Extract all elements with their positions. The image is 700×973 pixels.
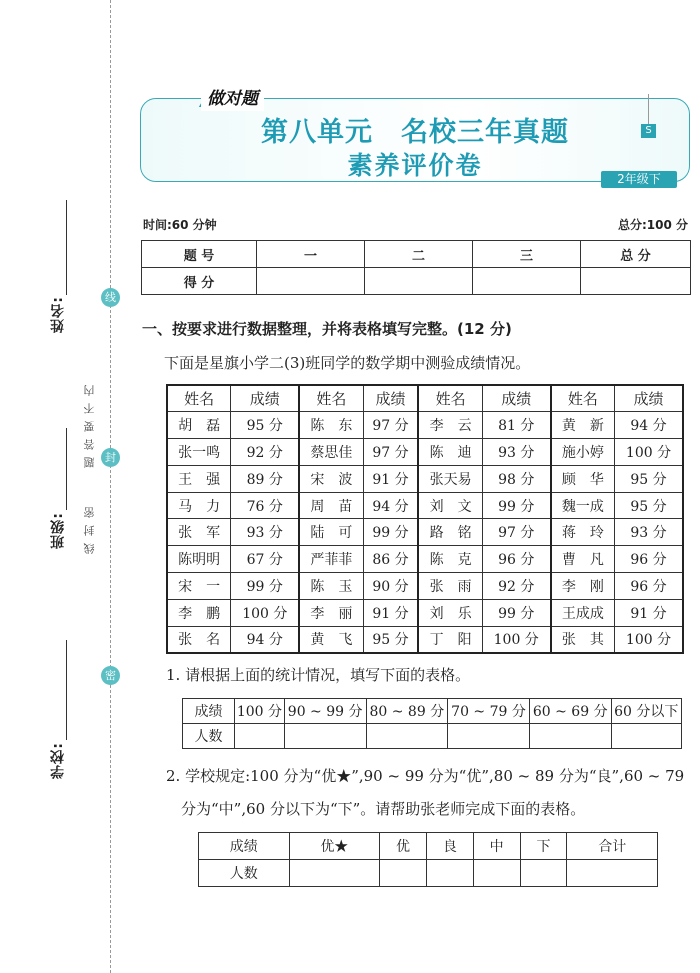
table-header-row <box>167 385 683 412</box>
row-label: 人数 <box>183 724 235 749</box>
student-score: 95 分 <box>363 626 418 653</box>
student-score: 90 分 <box>363 573 418 600</box>
table-header-cell: 60 分以下 <box>611 699 681 724</box>
student-score: 93 分 <box>614 519 683 546</box>
score-input-cell[interactable] <box>365 268 473 295</box>
student-score: 92 分 <box>482 573 550 600</box>
student-score: 89 分 <box>231 465 299 492</box>
student-score: 92 分 <box>231 439 299 466</box>
student-score: 91 分 <box>363 599 418 626</box>
student-score: 96 分 <box>482 546 550 573</box>
student-score: 96 分 <box>614 573 683 600</box>
student-name: 陆 可 <box>299 519 363 546</box>
student-name: 严菲菲 <box>299 546 363 573</box>
student-name: 曹 凡 <box>551 546 615 573</box>
score-table <box>141 240 691 295</box>
student-name: 张 名 <box>167 626 231 653</box>
score-input-cell[interactable] <box>473 268 581 295</box>
student-score: 99 分 <box>231 573 299 600</box>
table-row <box>167 519 683 546</box>
answer-cell[interactable] <box>520 860 567 887</box>
student-name: 蔡思佳 <box>299 439 363 466</box>
table-header-row <box>183 699 682 724</box>
seal-line-circle: 线 <box>101 288 120 307</box>
table-cell: 三 <box>473 241 581 268</box>
table-header-cell: 中 <box>473 833 520 860</box>
table-row <box>167 573 683 600</box>
answer-cell[interactable] <box>473 860 520 887</box>
student-name: 张 雨 <box>418 573 482 600</box>
table-header-cell: 下 <box>520 833 567 860</box>
table-row <box>199 860 658 887</box>
student-score: 96 分 <box>614 546 683 573</box>
table-row <box>142 241 691 268</box>
table-header-cell: 成绩 <box>231 385 299 412</box>
student-score: 93 分 <box>482 439 550 466</box>
table-header-cell: 100 分 <box>235 699 285 724</box>
student-name: 刘 乐 <box>418 599 482 626</box>
student-score: 100 分 <box>614 626 683 653</box>
student-score: 97 分 <box>482 519 550 546</box>
student-score: 97 分 <box>363 439 418 466</box>
student-score: 98 分 <box>482 465 550 492</box>
student-score: 91 分 <box>614 599 683 626</box>
student-name: 张 其 <box>551 626 615 653</box>
table-header-cell: 姓名 <box>551 385 615 412</box>
answer-cell[interactable] <box>611 724 681 749</box>
student-score: 94 分 <box>363 492 418 519</box>
student-name: 张天易 <box>418 465 482 492</box>
student-name: 张 军 <box>167 519 231 546</box>
student-score: 100 分 <box>231 599 299 626</box>
table-cell: 总 分 <box>581 241 691 268</box>
class-label: 班级: <box>50 512 66 549</box>
page-subtitle: 素养评价卷 <box>347 151 483 180</box>
table-row <box>167 492 683 519</box>
student-name: 李 鹏 <box>167 599 231 626</box>
score-range-table <box>182 698 682 749</box>
student-name: 李 丽 <box>299 599 363 626</box>
table-row <box>167 412 683 439</box>
answer-cell[interactable] <box>366 724 448 749</box>
student-name: 丁 阳 <box>418 626 482 653</box>
s-badge: S <box>641 124 656 138</box>
student-name: 顾 华 <box>551 465 615 492</box>
table-cell: 一 <box>257 241 365 268</box>
total-score: 总分:100 分 <box>617 218 688 232</box>
seal-seal-circle: 封 <box>101 448 120 467</box>
table-header-cell: 成绩 <box>363 385 418 412</box>
school-underline <box>66 640 67 740</box>
student-name: 宋 一 <box>167 573 231 600</box>
student-name: 周 苗 <box>299 492 363 519</box>
student-score: 91 分 <box>363 465 418 492</box>
student-name: 陈明明 <box>167 546 231 573</box>
answer-cell[interactable] <box>426 860 473 887</box>
question-1-text: 1. 请根据上面的统计情况，填写下面的表格。 <box>166 666 471 684</box>
student-name: 李 云 <box>418 412 482 439</box>
seal-secret-circle: 密 <box>101 666 120 685</box>
student-score: 76 分 <box>231 492 299 519</box>
student-score: 99 分 <box>482 492 550 519</box>
student-score: 86 分 <box>363 546 418 573</box>
student-name: 胡 磊 <box>167 412 231 439</box>
table-header-cell: 成绩 <box>183 699 235 724</box>
table-cell: 二 <box>365 241 473 268</box>
table-row <box>167 439 683 466</box>
section-heading: 一、按要求进行数据整理，并将表格填写完整。(12 分) <box>142 320 512 338</box>
grades-table <box>166 384 684 654</box>
table-cell: 得 分 <box>142 268 257 295</box>
student-name: 蒋 玲 <box>551 519 615 546</box>
question-2-text-line2: 分为“中”,60 分以下为“下”。请帮助张老师完成下面的表格。 <box>181 800 586 818</box>
student-name: 陈 克 <box>418 546 482 573</box>
school-label: 学校: <box>50 742 66 779</box>
student-name: 黄 飞 <box>299 626 363 653</box>
student-name: 陈 迪 <box>418 439 482 466</box>
student-score: 99 分 <box>482 599 550 626</box>
table-header-cell: 80 ~ 89 分 <box>366 699 448 724</box>
student-name: 黄 新 <box>551 412 615 439</box>
score-input-cell[interactable] <box>257 268 365 295</box>
table-header-cell: 成绩 <box>482 385 550 412</box>
class-underline <box>66 428 67 510</box>
row-label: 人数 <box>199 860 290 887</box>
table-header-cell: 成绩 <box>614 385 683 412</box>
table-row <box>167 626 683 653</box>
student-score: 81 分 <box>482 412 550 439</box>
answer-cell[interactable] <box>380 860 427 887</box>
student-name: 魏一成 <box>551 492 615 519</box>
grade-badge: 2年级下 <box>601 171 677 188</box>
binding-warning-bottom: 线封密 <box>83 500 96 554</box>
table-header-cell: 70 ~ 79 分 <box>448 699 530 724</box>
table-header-cell: 姓名 <box>299 385 363 412</box>
student-name: 陈 玉 <box>299 573 363 600</box>
question-2-text-line1: 2. 学校规定:100 分为“优★”,90 ~ 99 分为“优”,80 ~ 89 分为“良”,60 ~ 79 <box>166 767 685 785</box>
binding-dashed-line <box>110 0 111 973</box>
student-name: 宋 波 <box>299 465 363 492</box>
exam-time: 时间:60 分钟 <box>143 218 217 232</box>
table-row <box>167 599 683 626</box>
answer-cell[interactable] <box>284 724 366 749</box>
student-name: 施小婷 <box>551 439 615 466</box>
score-input-cell[interactable] <box>581 268 691 295</box>
student-name: 陈 东 <box>299 412 363 439</box>
table-row <box>167 465 683 492</box>
student-name: 王成成 <box>551 599 615 626</box>
student-score: 99 分 <box>363 519 418 546</box>
tag-string <box>648 94 649 124</box>
section-intro: 下面是星旗小学二(3)班同学的数学期中测验成绩情况。 <box>164 354 531 372</box>
table-header-cell: 合计 <box>567 833 658 860</box>
student-score: 95 分 <box>614 465 683 492</box>
student-score: 94 分 <box>614 412 683 439</box>
student-score: 95 分 <box>614 492 683 519</box>
answer-cell[interactable] <box>289 860 380 887</box>
answer-cell[interactable] <box>567 860 658 887</box>
student-score: 100 分 <box>482 626 550 653</box>
student-score: 67 分 <box>231 546 299 573</box>
banner-tag: 做对题 <box>201 82 264 111</box>
table-row <box>183 724 682 749</box>
table-header-cell: 成绩 <box>199 833 290 860</box>
student-score: 100 分 <box>614 439 683 466</box>
table-row <box>142 268 691 295</box>
table-header-cell: 60 ~ 69 分 <box>529 699 611 724</box>
table-cell: 题 号 <box>142 241 257 268</box>
student-name: 路 铭 <box>418 519 482 546</box>
table-header-cell: 优★ <box>289 833 380 860</box>
answer-cell[interactable] <box>529 724 611 749</box>
student-score: 97 分 <box>363 412 418 439</box>
student-name: 李 刚 <box>551 573 615 600</box>
student-score: 94 分 <box>231 626 299 653</box>
student-score: 93 分 <box>231 519 299 546</box>
table-header-row <box>199 833 658 860</box>
student-name: 张一鸣 <box>167 439 231 466</box>
student-score: 95 分 <box>231 412 299 439</box>
table-header-cell: 优 <box>380 833 427 860</box>
name-underline <box>66 200 67 295</box>
page-title: 第八单元 名校三年真题 <box>261 117 569 148</box>
table-row <box>167 546 683 573</box>
student-name: 马 力 <box>167 492 231 519</box>
name-label: 姓名: <box>50 296 66 333</box>
grade-level-table <box>198 832 658 887</box>
table-header-cell: 姓名 <box>418 385 482 412</box>
student-name: 刘 文 <box>418 492 482 519</box>
answer-cell[interactable] <box>235 724 285 749</box>
student-name: 王 强 <box>167 465 231 492</box>
binding-warning-top: 题答要不内 <box>83 378 96 468</box>
table-header-cell: 姓名 <box>167 385 231 412</box>
table-header-cell: 良 <box>426 833 473 860</box>
answer-cell[interactable] <box>448 724 530 749</box>
table-header-cell: 90 ~ 99 分 <box>284 699 366 724</box>
